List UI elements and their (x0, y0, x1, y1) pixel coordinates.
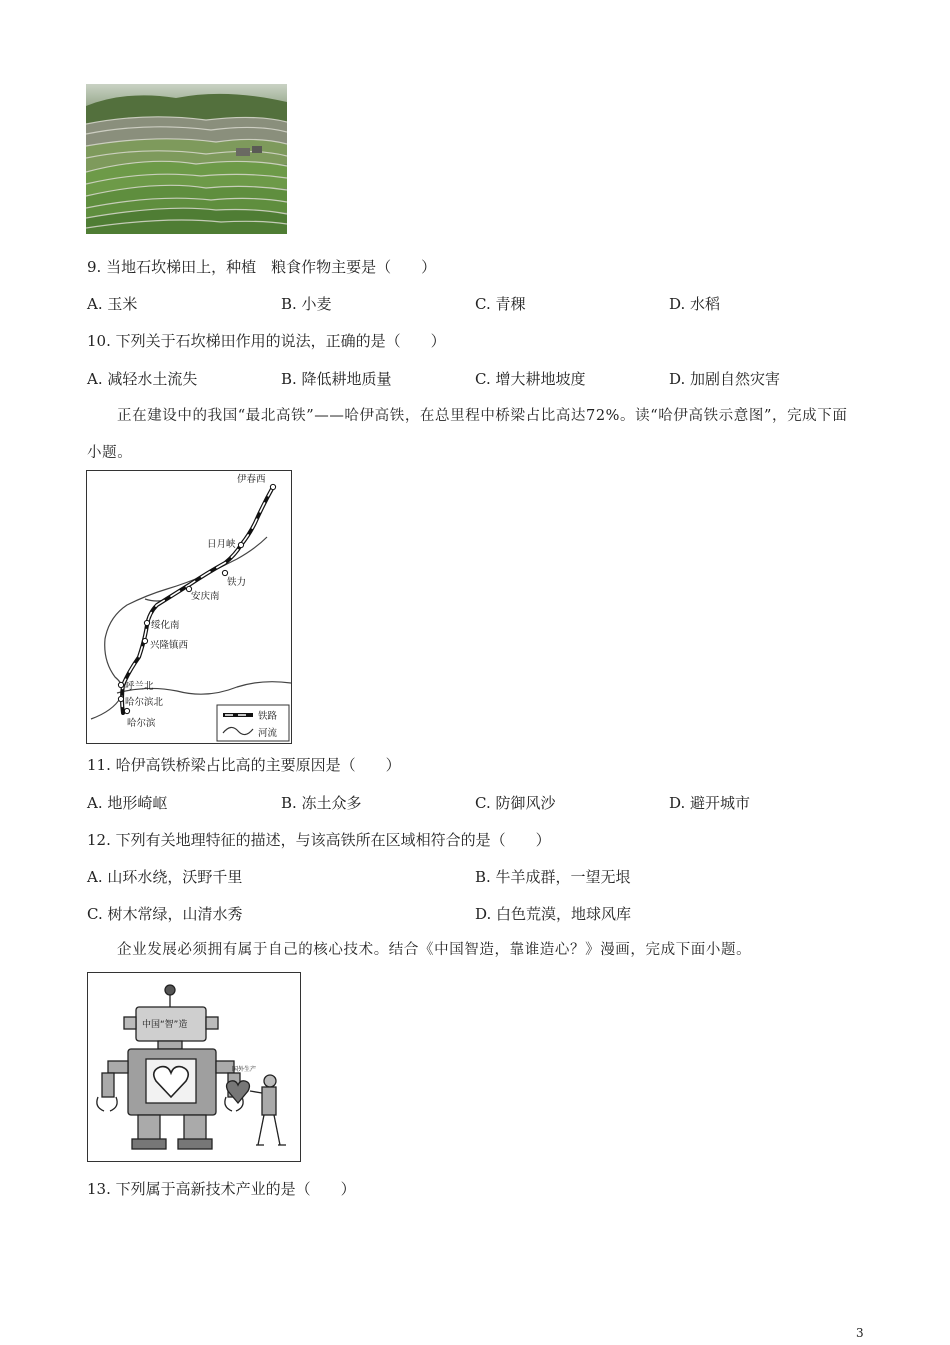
q12-option-b[interactable]: B. 牛羊成群，一望无垠 (475, 868, 631, 886)
man-label: 国外生产 (232, 1066, 257, 1073)
q11-option-c[interactable]: C. 防御风沙 (475, 794, 556, 812)
question-11-stem: 11. 哈伊高铁桥梁占比高的主要原因是（ ） (87, 756, 401, 774)
question-9-stem: 9. 当地石坎梯田上，种植 粮食作物主要是（ ） (87, 258, 437, 276)
q9-option-c[interactable]: C. 青稞 (475, 295, 526, 313)
map-legend (217, 705, 289, 741)
cartoon-intro-paragraph (87, 932, 857, 969)
rail-intro-text: 正在建设中的我国“最北高铁”——哈伊高铁，在总里程中桥梁占比高达72%。读“哈伊高铁示意图”，完成下面小题。 (87, 408, 848, 461)
q10-option-a[interactable]: A. 减轻水土流失 (87, 370, 198, 388)
page-number: 3 (856, 1326, 864, 1340)
question-13-stem: 13. 下列属于高新技术产业的是（ ） (87, 1180, 356, 1198)
question-10-stem: 10. 下列关于石坎梯田作用的说法，正确的是（ ） (87, 332, 446, 350)
question-12-stem: 12. 下列有关地理特征的描述，与该高铁所在区域相符合的是（ ） (87, 831, 551, 849)
q9-option-a[interactable]: A. 玉米 (87, 295, 138, 313)
q10-option-c[interactable]: C. 增大耕地坡度 (475, 370, 586, 388)
station-label-suihuanan: 绥化南 (151, 620, 180, 631)
station-label-haerbin: 哈尔滨 (127, 718, 156, 729)
q11-option-b[interactable]: B. 冻土众多 (281, 794, 362, 812)
q9-option-b[interactable]: B. 小麦 (281, 295, 332, 313)
station-label-xinglongzhenxi: 兴隆镇西 (150, 640, 189, 651)
q10-option-d[interactable]: D. 加剧自然灾害 (669, 370, 781, 388)
station-label-anqingnan: 安庆南 (191, 591, 220, 602)
rail-intro-paragraph (87, 398, 857, 472)
station-label-yichunxi: 伊春西 (237, 474, 266, 485)
terrace-photo (86, 84, 287, 234)
station-label-riyuexia: 日月峡 (207, 539, 236, 550)
legend-river-label: 河流 (258, 728, 278, 739)
q11-option-a[interactable]: A. 地形崎岖 (87, 794, 168, 812)
q12-option-c[interactable]: C. 树木常绿，山清水秀 (87, 905, 243, 923)
q12-option-d[interactable]: D. 白色荒漠，地球风库 (475, 905, 632, 923)
q10-option-b[interactable]: B. 降低耕地质量 (281, 370, 392, 388)
robot-cartoon (87, 972, 301, 1162)
robot-head-label: 中国“智”造 (142, 1020, 188, 1030)
q12-option-a[interactable]: A. 山环水绕，沃野千里 (87, 868, 243, 886)
cartoon-intro-text: 企业发展必须拥有属于自己的核心技术。结合《中国智造，靠谁造心？》漫画，完成下面小题。 (117, 942, 752, 958)
station-label-tieli: 铁力 (227, 577, 247, 588)
station-label-hulanbei: 呼兰北 (125, 681, 154, 692)
q11-option-d[interactable]: D. 避开城市 (669, 794, 751, 812)
station-label-haerbinbei: 哈尔滨北 (125, 697, 164, 708)
q9-option-d[interactable]: D. 水稻 (669, 295, 721, 313)
legend-railway-label: 铁路 (258, 711, 278, 722)
rail-map (86, 470, 292, 744)
